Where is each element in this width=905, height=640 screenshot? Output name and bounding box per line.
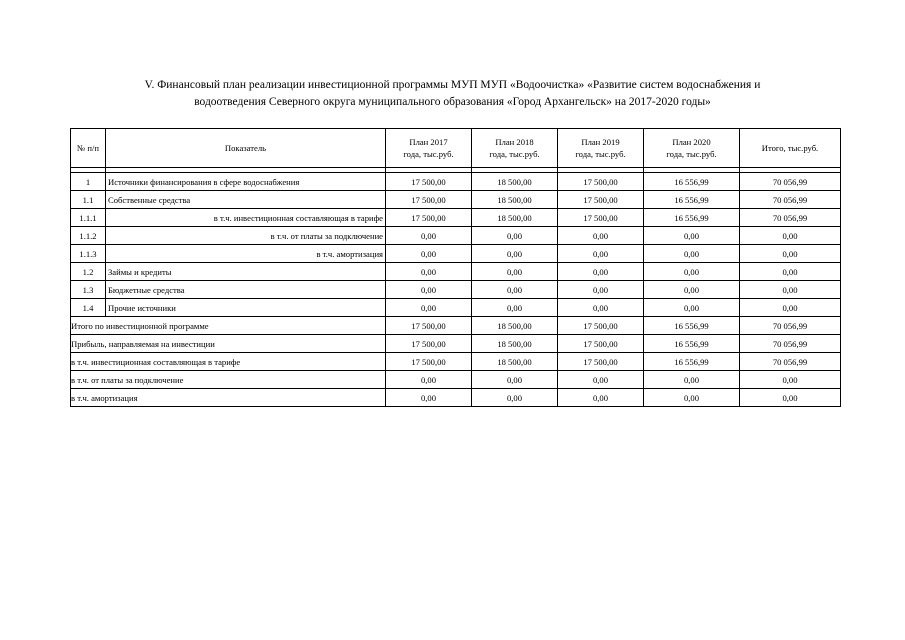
row-label: в т.ч. от платы за подключение — [106, 227, 386, 245]
summary-cell-v2017: 17 500,00 — [386, 317, 472, 335]
cell-v2017: 17 500,00 — [386, 173, 472, 191]
cell-v2020: 16 556,99 — [644, 173, 740, 191]
cell-v2020: 0,00 — [644, 299, 740, 317]
summary-cell-v2018: 18 500,00 — [472, 353, 558, 371]
cell-v2018: 0,00 — [472, 299, 558, 317]
summary-cell-v2020: 16 556,99 — [644, 317, 740, 335]
cell-v2018: 0,00 — [472, 227, 558, 245]
summary-label: Прибыль, направляемая на инвестиции — [71, 335, 386, 353]
cell-v2017: 17 500,00 — [386, 209, 472, 227]
summary-cell-v2019: 17 500,00 — [558, 317, 644, 335]
summary-label: в т.ч. инвестиционная составляющая в тарифе — [71, 353, 386, 371]
row-label: Источники финансирования в сфере водоснабжения — [106, 173, 386, 191]
summary-cell-v2020: 16 556,99 — [644, 353, 740, 371]
cell-total: 70 056,99 — [740, 191, 841, 209]
cell-v2020: 0,00 — [644, 227, 740, 245]
cell-v2018: 0,00 — [472, 263, 558, 281]
row-number: 1.4 — [71, 299, 106, 317]
cell-v2018: 18 500,00 — [472, 173, 558, 191]
summary-cell-v2018: 0,00 — [472, 389, 558, 407]
summary-cell-v2017: 0,00 — [386, 371, 472, 389]
header-2017: План 2017 года, тыс.руб. — [386, 129, 472, 168]
cell-v2018: 18 500,00 — [472, 191, 558, 209]
header-num: № п/п — [71, 129, 106, 168]
cell-v2018: 0,00 — [472, 245, 558, 263]
cell-total: 0,00 — [740, 299, 841, 317]
summary-cell-v2019: 0,00 — [558, 371, 644, 389]
cell-v2019: 17 500,00 — [558, 173, 644, 191]
document-title — [60, 77, 845, 111]
summary-row — [71, 317, 841, 335]
cell-v2019: 0,00 — [558, 227, 644, 245]
row-label: Бюджетные средства — [106, 281, 386, 299]
table-row — [71, 227, 841, 245]
cell-v2019: 0,00 — [558, 299, 644, 317]
summary-cell-v2020: 0,00 — [644, 389, 740, 407]
row-number: 1.1.2 — [71, 227, 106, 245]
row-number: 1.1 — [71, 191, 106, 209]
summary-row — [71, 353, 841, 371]
cell-total: 70 056,99 — [740, 209, 841, 227]
row-label: Собственные средства — [106, 191, 386, 209]
table-row — [71, 209, 841, 227]
header-2020: План 2020 года, тыс.руб. — [644, 129, 740, 168]
cell-v2019: 17 500,00 — [558, 209, 644, 227]
title-line-2: водоотведения Северного округа муниципального образования «Город Архангельск» на 2017-2020 годы» — [194, 96, 711, 108]
header-indicator: Показатель — [106, 129, 386, 168]
cell-v2017: 17 500,00 — [386, 191, 472, 209]
cell-v2020: 0,00 — [644, 245, 740, 263]
summary-label: в т.ч. амортизация — [71, 389, 386, 407]
row-label: в т.ч. амортизация — [106, 245, 386, 263]
cell-v2019: 0,00 — [558, 281, 644, 299]
table-row — [71, 173, 841, 191]
table-row — [71, 281, 841, 299]
summary-row — [71, 371, 841, 389]
cell-v2020: 0,00 — [644, 263, 740, 281]
title-line-1: V. Финансовый план реализации инвестиционной программы МУП МУП «Водоочистка» «Развитие систем водоснабжения и — [144, 79, 761, 91]
cell-v2018: 18 500,00 — [472, 209, 558, 227]
cell-total: 0,00 — [740, 263, 841, 281]
summary-cell-v2018: 18 500,00 — [472, 317, 558, 335]
summary-cell-total: 0,00 — [740, 371, 841, 389]
summary-cell-total: 0,00 — [740, 389, 841, 407]
header-total: Итого, тыс.руб. — [740, 129, 841, 168]
summary-cell-v2019: 17 500,00 — [558, 353, 644, 371]
row-number: 1.1.3 — [71, 245, 106, 263]
header-2019: План 2019 года, тыс.руб. — [558, 129, 644, 168]
row-number: 1.3 — [71, 281, 106, 299]
summary-cell-v2019: 0,00 — [558, 389, 644, 407]
summary-cell-v2020: 0,00 — [644, 371, 740, 389]
summary-row — [71, 389, 841, 407]
summary-row — [71, 335, 841, 353]
row-number: 1.1.1 — [71, 209, 106, 227]
summary-cell-total: 70 056,99 — [740, 317, 841, 335]
cell-v2019: 0,00 — [558, 263, 644, 281]
summary-cell-v2020: 16 556,99 — [644, 335, 740, 353]
cell-v2020: 0,00 — [644, 281, 740, 299]
table-row — [71, 299, 841, 317]
summary-cell-v2019: 17 500,00 — [558, 335, 644, 353]
table-row — [71, 263, 841, 281]
table-header-row — [71, 129, 841, 168]
cell-v2018: 0,00 — [472, 281, 558, 299]
summary-cell-v2018: 18 500,00 — [472, 335, 558, 353]
row-label: Прочие источники — [106, 299, 386, 317]
summary-cell-total: 70 056,99 — [740, 353, 841, 371]
summary-cell-v2017: 17 500,00 — [386, 335, 472, 353]
summary-cell-total: 70 056,99 — [740, 335, 841, 353]
cell-v2020: 16 556,99 — [644, 209, 740, 227]
financial-plan-table — [70, 128, 841, 407]
summary-cell-v2017: 0,00 — [386, 389, 472, 407]
row-label: в т.ч. инвестиционная составляющая в тарифе — [106, 209, 386, 227]
row-number: 1 — [71, 173, 106, 191]
summary-cell-v2018: 0,00 — [472, 371, 558, 389]
header-2018: План 2018 года, тыс.руб. — [472, 129, 558, 168]
row-number: 1.2 — [71, 263, 106, 281]
cell-v2019: 0,00 — [558, 245, 644, 263]
cell-v2017: 0,00 — [386, 227, 472, 245]
cell-v2017: 0,00 — [386, 299, 472, 317]
cell-total: 0,00 — [740, 227, 841, 245]
cell-v2017: 0,00 — [386, 281, 472, 299]
cell-v2017: 0,00 — [386, 263, 472, 281]
cell-v2019: 17 500,00 — [558, 191, 644, 209]
cell-total: 70 056,99 — [740, 173, 841, 191]
table-row — [71, 245, 841, 263]
table-row — [71, 191, 841, 209]
cell-v2020: 16 556,99 — [644, 191, 740, 209]
row-label: Займы и кредиты — [106, 263, 386, 281]
summary-cell-v2017: 17 500,00 — [386, 353, 472, 371]
summary-label: в т.ч. от платы за подключение — [71, 371, 386, 389]
cell-v2017: 0,00 — [386, 245, 472, 263]
cell-total: 0,00 — [740, 245, 841, 263]
summary-label: Итого по инвестиционной программе — [71, 317, 386, 335]
cell-total: 0,00 — [740, 281, 841, 299]
